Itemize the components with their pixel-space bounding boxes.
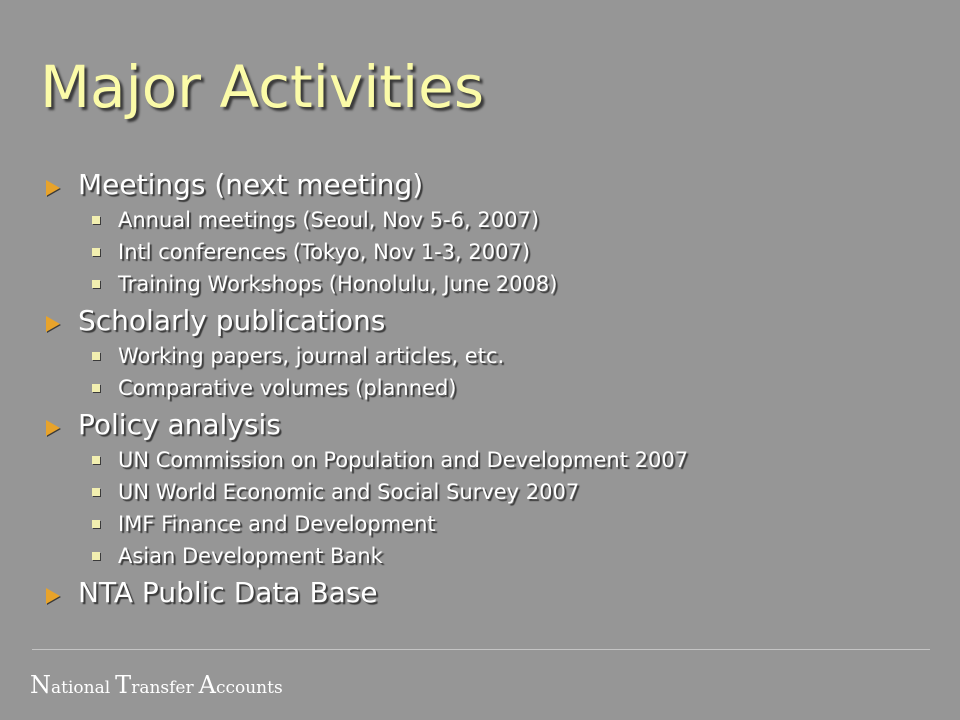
bullet-policy-analysis [46, 408, 926, 442]
sub-bullet-item: Training Workshops (Honolulu, June 2008) [46, 268, 926, 300]
square-bullet-icon [92, 280, 100, 288]
square-bullet-icon [92, 352, 100, 360]
sub-bullet-item: UN Commission on Population and Development 2007 [46, 444, 926, 476]
sub-bullet-item: UN World Economic and Social Survey 2007 [46, 476, 926, 508]
square-bullet-icon [92, 216, 100, 224]
sub-bullet-item: Annual meetings (Seoul, Nov 5-6, 2007) [46, 204, 926, 236]
footer-brand [30, 671, 288, 699]
bullet-label: Scholarly publications [78, 304, 386, 337]
arrow-bullet-icon [46, 180, 60, 196]
footer-word-national: National [30, 671, 111, 699]
square-bullet-icon [92, 552, 100, 560]
sub-bullet-item: IMF Finance and Development [46, 508, 926, 540]
sub-bullet-item: Intl conferences (Tokyo, Nov 1-3, 2007) [46, 236, 926, 268]
footer-word-transfer: Transfer [115, 671, 194, 699]
square-bullet-icon [92, 248, 100, 256]
footer-divider [32, 649, 930, 650]
arrow-bullet-icon [46, 316, 60, 332]
square-bullet-icon [92, 488, 100, 496]
bullet-label: Meetings (next meeting) [78, 168, 424, 201]
arrow-bullet-icon [46, 588, 60, 604]
square-bullet-icon [92, 520, 100, 528]
bullet-label: NTA Public Data Base [78, 576, 378, 609]
sub-list-publications [46, 340, 926, 404]
sub-list-meetings [46, 204, 926, 300]
bullet-meetings [46, 168, 926, 202]
arrow-bullet-icon [46, 420, 60, 436]
bullet-scholarly-publications [46, 304, 926, 338]
footer-word-accounts: Accounts [198, 671, 283, 699]
square-bullet-icon [92, 456, 100, 464]
sub-list-policy [46, 444, 926, 572]
bullet-nta-public-data-base [46, 576, 926, 610]
slide-title: Major Activities [40, 53, 485, 121]
sub-bullet-item: Working papers, journal articles, etc. [46, 340, 926, 372]
bullet-list [46, 168, 926, 610]
sub-bullet-item: Comparative volumes (planned) [46, 372, 926, 404]
square-bullet-icon [92, 384, 100, 392]
bullet-label: Policy analysis [78, 408, 281, 441]
sub-bullet-item: Asian Development Bank [46, 540, 926, 572]
